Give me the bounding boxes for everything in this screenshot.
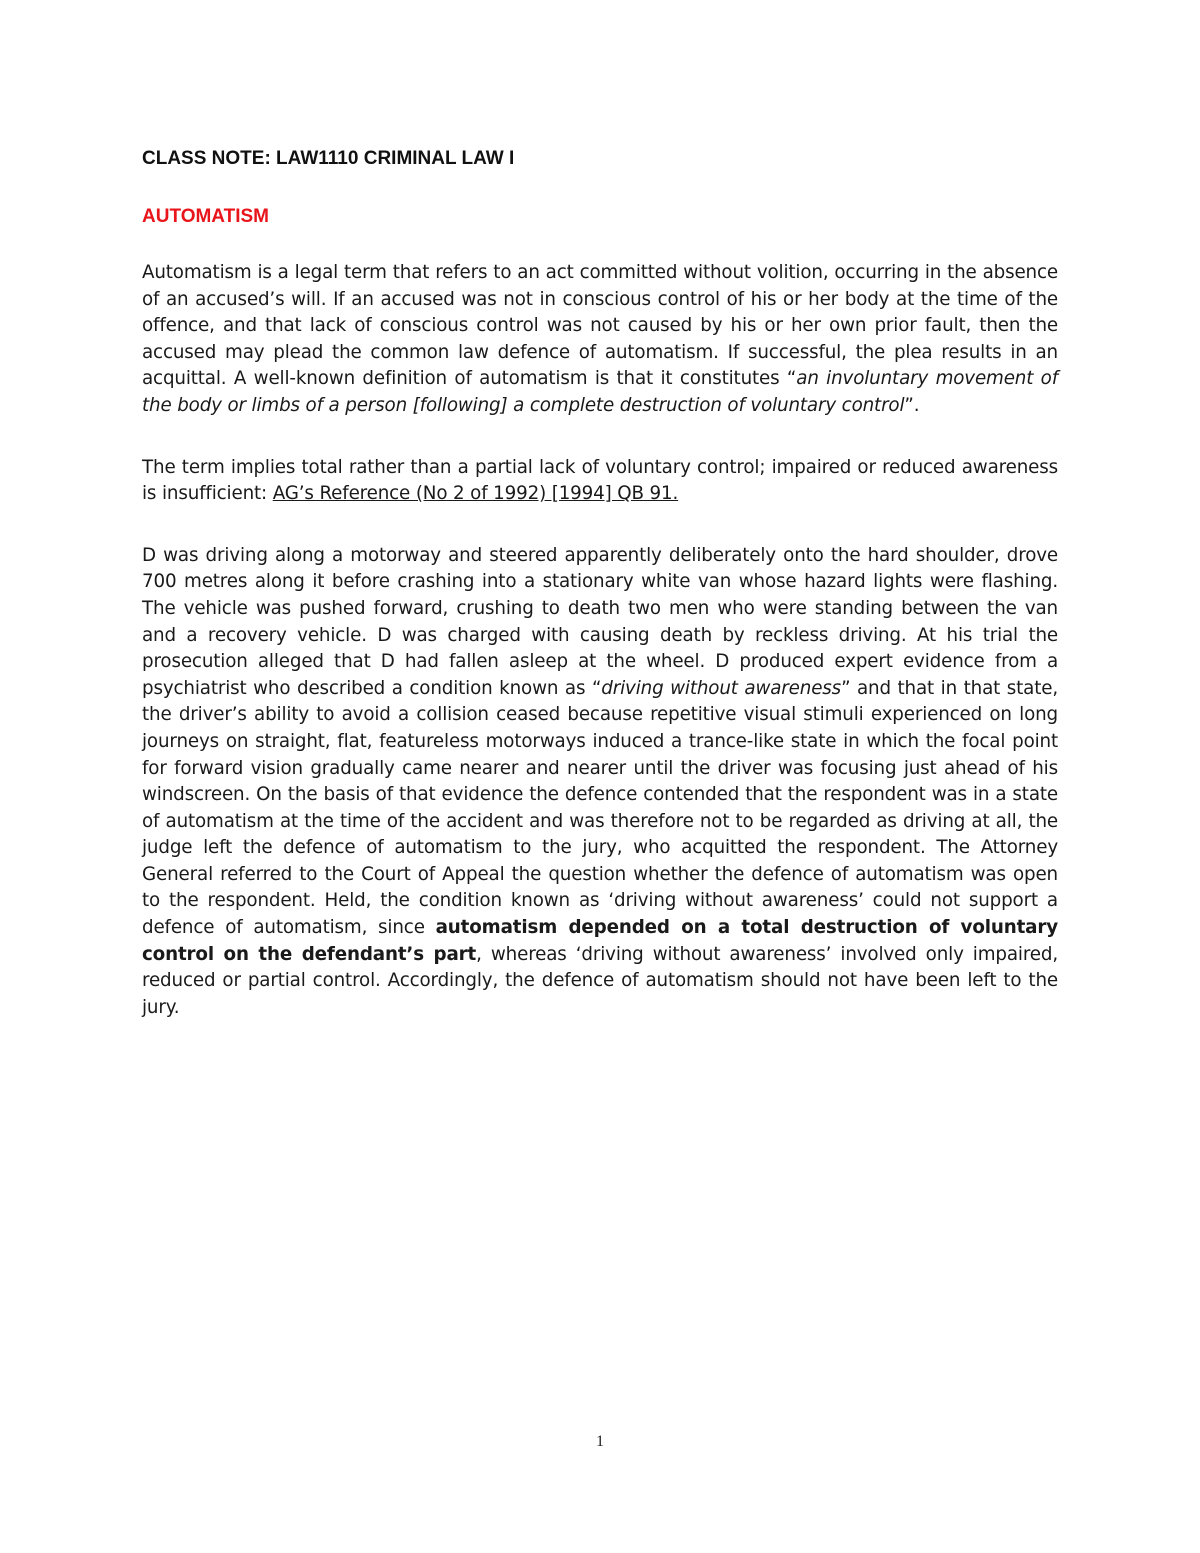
case-facts-paragraph — [142, 543, 1058, 1022]
definition-quote-close: ”. — [904, 394, 920, 416]
definition-paragraph — [142, 260, 1058, 420]
total-control-text: The term implies total rather than a partial lack of voluntary control; impaired or reduced awareness is insufficient: — [142, 456, 1058, 505]
definition-quote: an involuntary movement of the body or limbs of a person [following] a complete destruction of voluntary control — [142, 368, 1058, 416]
document-title: CLASS NOTE: LAW1110 CRIMINAL LAW I — [142, 148, 515, 169]
case-holding: automatism depended on a total destruction of voluntary control on the defendant’s part — [142, 917, 1058, 965]
case-conclusion: , whereas ‘driving without awareness’ involved only impaired, reduced or partial control. Accordingly, the defence of automatism should not have been left to the jury. — [142, 943, 1058, 1018]
definition-text: Automatism is a legal term that refers to an act committed without volition, occurring in the absence of an accused’s will. If an accused was not in conscious control of his or her body at the time of the offence, and that lack of conscious control was not caused by his or her own prior fault, then the accused may plead the common law defence of automatism. If successful, the plea results in an acquittal. A well-known definition of automatism is that it constitutes “ — [142, 262, 1058, 390]
page-number: 1 — [596, 1433, 604, 1450]
condition-term: driving without awareness — [601, 677, 842, 699]
case-facts-continued: ” and that in that state, the driver’s ability to avoid a collision ceased because repetitive visual stimuli experienced on long journeys on straight, flat, featureless motorways induced a trance-like state in which the focal point for forward vision gradually came nearer and nearer until the driver was focusing just ahead of his windscreen. On the basis of that evidence the defence contended that the respondent was in a state of automatism at the time of the accident and was therefore not to be regarded as driving at all, the judge left the defence of automatism to the jury, who acquitted the respondent. The Attorney General referred to the Court of Appeal the question whether the defence of automatism was open to the respondent. Held, the condition known as ‘driving without awareness’ could not support a defence of automatism, since — [142, 677, 1058, 939]
case-facts-text: D was driving along a motorway and steered apparently deliberately onto the hard shoulder, drove 700 metres along it before crashing into a stationary white van whose hazard lights were flashing. The vehicle was pushed forward, crushing to death two men who were standing between the van and a recovery vehicle. D was charged with causing death by reckless driving. At his trial the prosecution alleged that D had fallen asleep at the wheel. D produced expert evidence from a psychiatrist who described a condition known as “ — [142, 544, 1058, 699]
document-body — [142, 146, 1058, 1021]
case-reference: AG’s Reference (No 2 of 1992) [1994] QB 91. — [272, 483, 679, 505]
section-heading-automatism: AUTOMATISM — [142, 206, 270, 227]
total-control-paragraph — [142, 455, 1058, 508]
